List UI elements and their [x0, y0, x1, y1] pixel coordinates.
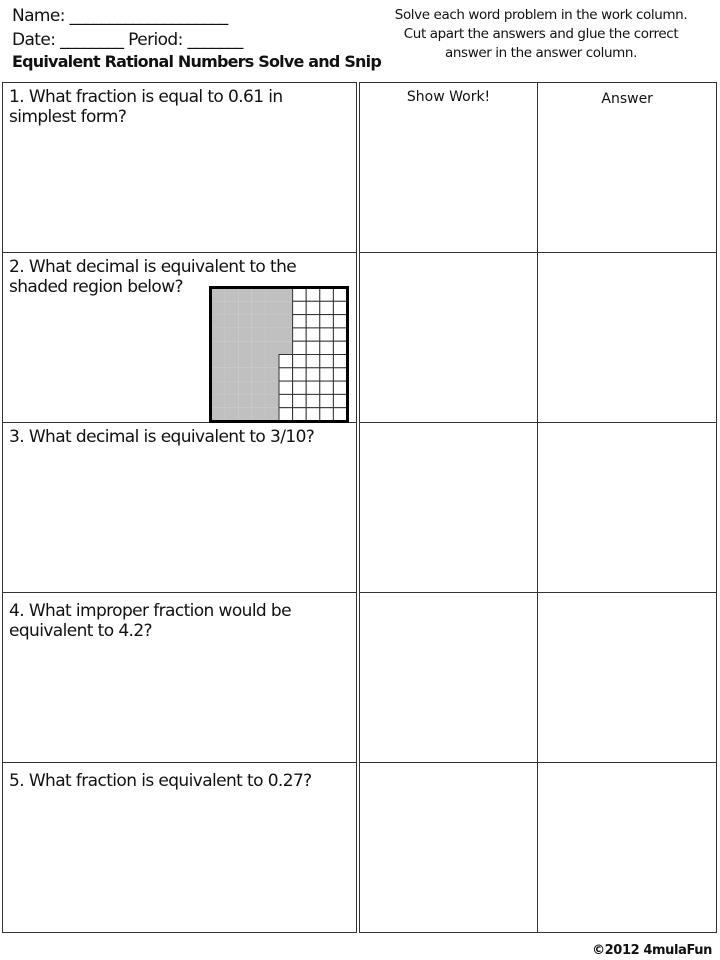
- shaded-cell: [265, 381, 279, 394]
- grid-cell: [333, 301, 347, 314]
- shaded-cell: [211, 341, 225, 354]
- shaded-cell: [225, 288, 239, 301]
- shaded-cell: [265, 368, 279, 381]
- grid-cell: [293, 381, 307, 394]
- shaded-cell: [252, 355, 266, 368]
- shaded-cell: [252, 408, 266, 421]
- shaded-cell: [225, 328, 239, 341]
- work-cell[interactable]: [358, 253, 538, 423]
- question-row: [3, 763, 717, 933]
- grid-cell: [320, 381, 334, 394]
- shaded-cell: [211, 301, 225, 314]
- grid-cell: [320, 341, 334, 354]
- shaded-cell: [265, 408, 279, 421]
- grid-cell: [293, 408, 307, 421]
- question-row: [3, 423, 717, 593]
- shaded-cell: [225, 368, 239, 381]
- shaded-cell: [225, 341, 239, 354]
- question-cell: 4. What improper fraction would be equivalent to 4.2?: [3, 593, 358, 763]
- shaded-cell: [238, 408, 252, 421]
- grid-cell: [306, 408, 320, 421]
- worksheet-title: Equivalent Rational Numbers Solve and Snip: [12, 52, 381, 71]
- answer-cell[interactable]: [538, 593, 717, 763]
- grid-cell: [333, 328, 347, 341]
- shaded-cell: [238, 315, 252, 328]
- shaded-cell: [238, 328, 252, 341]
- grid-cell: [306, 328, 320, 341]
- shaded-cell: [279, 288, 293, 301]
- question-row: [3, 83, 717, 253]
- grid-cell: [293, 394, 307, 407]
- grid-cell: [279, 381, 293, 394]
- grid-cell: [320, 408, 334, 421]
- question-cell: [3, 253, 358, 423]
- grid-cell: [293, 341, 307, 354]
- grid-cell: [306, 368, 320, 381]
- grid-cell: [333, 341, 347, 354]
- grid-cell: [293, 301, 307, 314]
- instructions: [362, 6, 720, 63]
- work-header: Show Work!: [358, 83, 538, 253]
- shaded-cell: [211, 328, 225, 341]
- worksheet-table: [2, 82, 717, 933]
- shaded-cell: [252, 288, 266, 301]
- shaded-cell: [211, 368, 225, 381]
- grid-cell: [333, 381, 347, 394]
- shaded-cell: [265, 301, 279, 314]
- shaded-cell: [265, 355, 279, 368]
- grid-cell: [306, 355, 320, 368]
- shaded-cell: [238, 341, 252, 354]
- question-row: [3, 253, 717, 423]
- grid-cell: [333, 355, 347, 368]
- shaded-cell: [265, 288, 279, 301]
- shaded-cell: [225, 381, 239, 394]
- shaded-cell: [211, 288, 225, 301]
- grid-cell: [306, 315, 320, 328]
- shaded-cell: [279, 328, 293, 341]
- shaded-cell: [265, 328, 279, 341]
- work-cell[interactable]: [358, 763, 538, 933]
- shaded-cell: [252, 341, 266, 354]
- answer-cell[interactable]: [538, 763, 717, 933]
- shaded-cell: [265, 394, 279, 407]
- grid-cell: [293, 328, 307, 341]
- grid-cell: [306, 341, 320, 354]
- answer-header: Answer: [538, 83, 717, 253]
- grid-cell: [293, 288, 307, 301]
- instruction-line: Cut apart the answers and glue the correct: [403, 26, 679, 42]
- shaded-cell: [279, 301, 293, 314]
- grid-cell: [320, 355, 334, 368]
- shaded-cell: [252, 381, 266, 394]
- shaded-cell: [238, 368, 252, 381]
- shaded-cell: [211, 381, 225, 394]
- grid-cell: [320, 315, 334, 328]
- grid-cell: [320, 301, 334, 314]
- shaded-cell: [252, 315, 266, 328]
- grid-cell: [320, 328, 334, 341]
- shaded-cell: [238, 301, 252, 314]
- shaded-grid-figure: [209, 286, 349, 423]
- grid-cell: [306, 288, 320, 301]
- shaded-cell: [211, 408, 225, 421]
- shaded-cell: [279, 315, 293, 328]
- shaded-cell: [252, 394, 266, 407]
- grid-cell: [293, 368, 307, 381]
- grid-cell: [333, 288, 347, 301]
- instruction-line: Solve each word problem in the work column.: [394, 7, 688, 23]
- grid-cell: [333, 315, 347, 328]
- shaded-cell: [225, 315, 239, 328]
- grid-cell: [320, 394, 334, 407]
- shaded-cell: [225, 394, 239, 407]
- shaded-cell: [252, 368, 266, 381]
- copyright-footer: ©2012 4mulaFun: [592, 943, 712, 958]
- shaded-cell: [265, 315, 279, 328]
- question-cell: 3. What decimal is equivalent to 3/10?: [3, 423, 358, 593]
- shaded-cell: [211, 315, 225, 328]
- shaded-cell: [265, 341, 279, 354]
- name-line: Name: ____________________: [12, 6, 228, 26]
- answer-cell[interactable]: [538, 253, 717, 423]
- question-text: 2. What decimal is equivalent to the shaded region below?: [9, 257, 297, 297]
- grid-cell: [293, 355, 307, 368]
- shaded-cell: [238, 381, 252, 394]
- shaded-cell: [238, 288, 252, 301]
- shaded-cell: [225, 301, 239, 314]
- work-cell[interactable]: [358, 423, 538, 593]
- shaded-cell: [252, 301, 266, 314]
- grid-cell: [279, 368, 293, 381]
- grid-cell: [279, 355, 293, 368]
- grid-cell: [320, 288, 334, 301]
- date-period-line: Date: ________ Period: _______: [12, 30, 243, 50]
- question-row: [3, 593, 717, 763]
- grid-cell: [320, 368, 334, 381]
- grid-cell: [293, 315, 307, 328]
- answer-cell[interactable]: [538, 423, 717, 593]
- grid-cell: [333, 408, 347, 421]
- shaded-cell: [238, 394, 252, 407]
- grid-cell: [306, 301, 320, 314]
- shaded-cell: [211, 394, 225, 407]
- grid-cell: [333, 394, 347, 407]
- grid-cell: [279, 394, 293, 407]
- grid-cell: [306, 381, 320, 394]
- shaded-cell: [225, 355, 239, 368]
- shaded-cell: [252, 328, 266, 341]
- instruction-line: answer in the answer column.: [445, 45, 637, 61]
- grid-cell: [333, 368, 347, 381]
- question-cell: 1. What fraction is equal to 0.61 in simplest form?: [3, 83, 358, 253]
- work-cell[interactable]: [358, 593, 538, 763]
- shaded-cell: [211, 355, 225, 368]
- grid-cell: [279, 408, 293, 421]
- shaded-cell: [238, 355, 252, 368]
- shaded-cell: [225, 408, 239, 421]
- question-cell: 5. What fraction is equivalent to 0.27?: [3, 763, 358, 933]
- shaded-cell: [279, 341, 293, 354]
- grid-cell: [306, 394, 320, 407]
